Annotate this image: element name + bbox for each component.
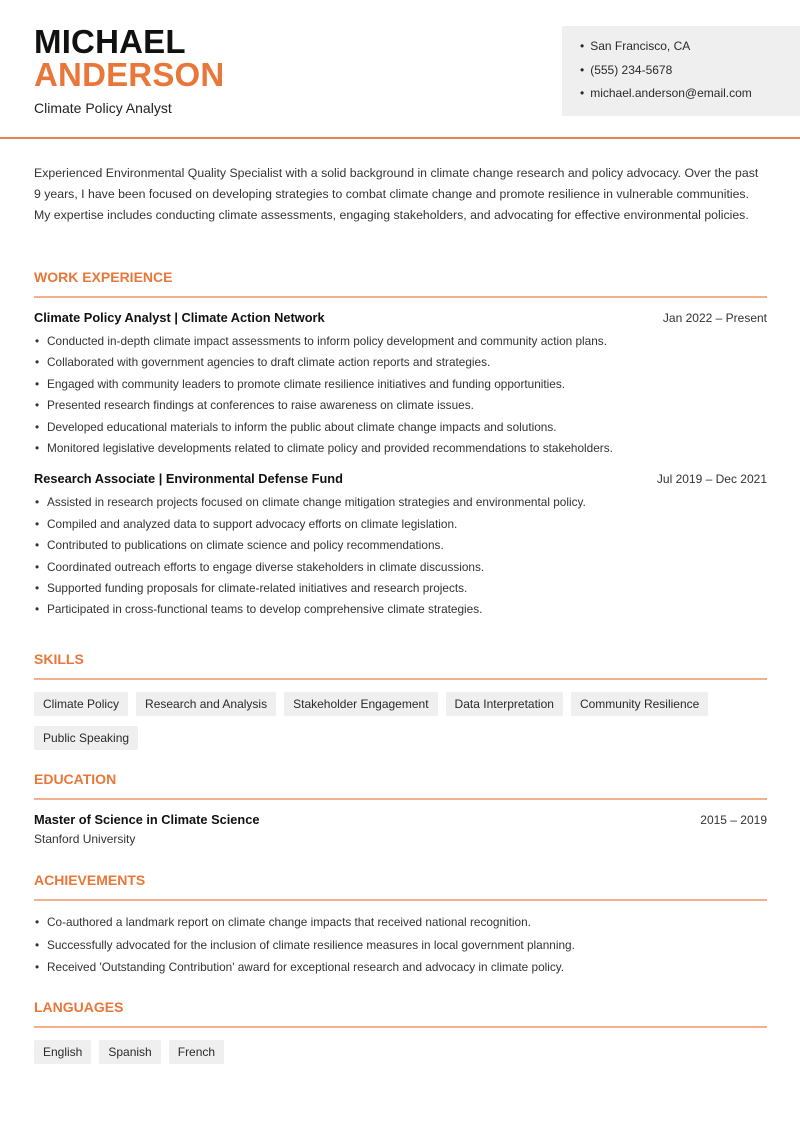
section-title-skills: SKILLS: [34, 648, 767, 680]
list-item: • Conducted in-depth climate impact assessments to inform policy development and community action plans.: [34, 331, 767, 352]
language-tag: English: [34, 1040, 91, 1064]
work-experience-section: [34, 266, 767, 621]
section-title-achievements: ACHIEVEMENTS: [34, 869, 767, 901]
section-title-languages: LANGUAGES: [34, 996, 767, 1028]
last-name: ANDERSON: [34, 56, 225, 93]
job-bullets: [34, 492, 767, 620]
job-title: Climate Policy Analyst: [34, 100, 172, 116]
skills-list: [34, 692, 767, 750]
skill-tag: Community Resilience: [571, 692, 708, 716]
education-section: [34, 768, 767, 846]
summary-section: [34, 163, 767, 225]
first-name: MICHAEL: [34, 23, 186, 60]
list-item: • Coordinated outreach efforts to engage diverse stakeholders in climate discussions.: [34, 557, 767, 578]
job-dates: Jan 2022 – Present: [662, 311, 767, 325]
languages-section: [34, 996, 767, 1064]
list-item: • Participated in cross-functional teams to develop comprehensive climate strategies.: [34, 599, 767, 620]
job-entry: [34, 471, 767, 620]
contact-location: • San Francisco, CA: [580, 36, 800, 60]
list-item: • Successfully advocated for the inclusion of climate resilience measures in local government planning.: [34, 934, 767, 957]
list-item: • Engaged with community leaders to promote climate resilience initiatives and funding opportunities.: [34, 374, 767, 395]
list-item: • Presented research findings at conferences to raise awareness on climate issues.: [34, 395, 767, 416]
list-item: • Collaborated with government agencies to draft climate action reports and strategies.: [34, 352, 767, 373]
skill-tag: Data Interpretation: [446, 692, 563, 716]
contact-phone: • (555) 234-5678: [580, 60, 800, 84]
skills-section: [34, 648, 767, 750]
contact-email: • michael.anderson@email.com: [580, 83, 800, 107]
skill-tag: Climate Policy: [34, 692, 128, 716]
resume-header: [0, 0, 800, 139]
job-dates: Jul 2019 – Dec 2021: [656, 472, 767, 487]
school: Stanford University: [34, 832, 136, 846]
list-item: • Assisted in research projects focused on climate change mitigation strategies and environmental policy.: [34, 492, 767, 513]
skill-tag: Public Speaking: [34, 726, 138, 750]
language-tag: French: [169, 1040, 224, 1064]
skill-tag: Research and Analysis: [136, 692, 276, 716]
list-item: • Developed educational materials to inform the public about climate change impacts and solutions.: [34, 417, 767, 438]
list-item: • Contributed to publications on climate science and policy recommendations.: [34, 535, 767, 556]
job-entry: [34, 310, 767, 459]
section-title-education: EDUCATION: [34, 768, 767, 800]
language-tag: Spanish: [99, 1040, 160, 1064]
list-item: • Compiled and analyzed data to support advocacy efforts on climate legislation.: [34, 514, 767, 535]
list-item: • Co-authored a landmark report on climate change impacts that received national recognition.: [34, 911, 767, 934]
languages-list: [34, 1040, 767, 1064]
degree: Master of Science in Climate Science: [34, 812, 260, 827]
contact-box: [562, 26, 800, 116]
list-item: • Monitored legislative developments related to climate policy and provided recommendations to stakeholders.: [34, 438, 767, 459]
achievements-list: [34, 911, 767, 979]
job-role: Research Associate | Environmental Defense Fund: [34, 471, 343, 487]
education-entry: [34, 812, 767, 846]
list-item: • Received 'Outstanding Contribution' award for exceptional research and advocacy in climate policy.: [34, 956, 767, 979]
summary-text: Experienced Environmental Quality Specialist with a solid background in climate change research and policy advocacy. Over the past 9 years, I have been focused on developing strategies to combat climate change and promote resilience in vulnerable communities. My expertise includes conducting climate assessments, engaging stakeholders, and advocating for effective environmental policies.: [34, 166, 759, 222]
job-bullets: [34, 331, 767, 459]
education-dates: 2015 – 2019: [700, 813, 767, 827]
section-title-work: WORK EXPERIENCE: [34, 266, 767, 298]
list-item: • Supported funding proposals for climate-related initiatives and research projects.: [34, 578, 767, 599]
skill-tag: Stakeholder Engagement: [284, 692, 437, 716]
job-role: Climate Policy Analyst | Climate Action Network: [34, 310, 325, 325]
achievements-section: [34, 869, 767, 979]
